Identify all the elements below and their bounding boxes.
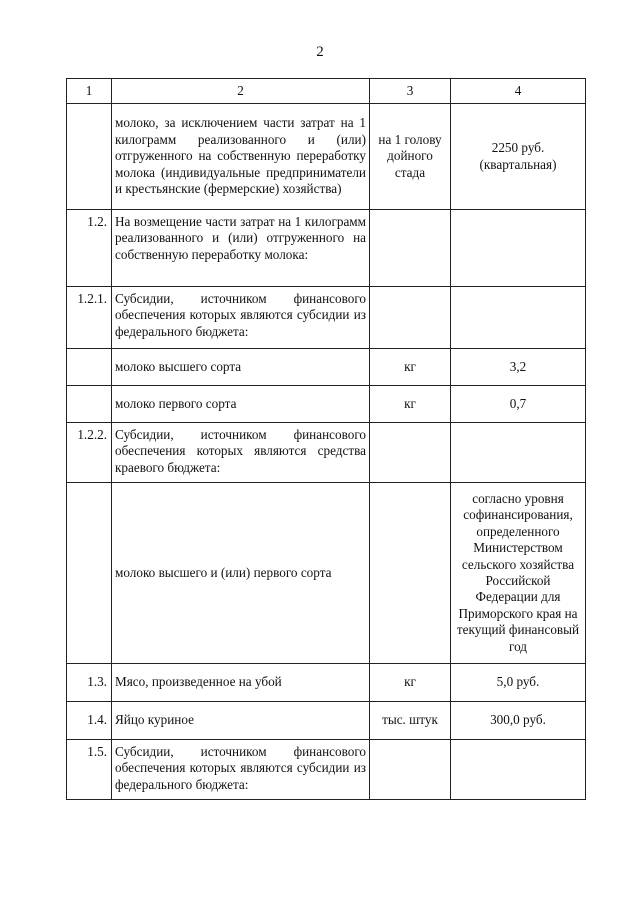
row-unit-cell [370,740,451,800]
row-value-cell: согласно уровня софинансирования, определенного Министерством сельского хозяйства Российской Федерации для Приморского края на текущий финансовый год [451,483,586,664]
row-description-cell: Яйцо куриное [112,702,370,740]
row-value-cell: 3,2 [451,349,586,386]
row-unit-cell [370,483,451,664]
table-row [67,483,586,664]
row-unit-cell [370,210,451,287]
row-number-cell: 1.2.1. [67,287,112,349]
table-header-row [67,79,586,104]
row-value-cell: 0,7 [451,386,586,423]
table-row [67,210,586,287]
row-value-cell [451,287,586,349]
table-row [67,740,586,800]
row-unit-cell: кг [370,349,451,386]
row-value-cell [451,740,586,800]
row-value-cell: 2250 руб. (квартальная) [451,104,586,210]
row-number-cell: 1.5. [67,740,112,800]
page-number: 2 [316,44,324,60]
row-description-cell: Субсидии, источником финансового обеспечения которых являются средства краевого бюджета: [112,423,370,483]
row-unit-cell [370,287,451,349]
header-cell: 4 [451,79,586,104]
row-unit-cell: на 1 голову дойного стада [370,104,451,210]
row-description-cell: молоко высшего сорта [112,349,370,386]
row-number-cell [67,349,112,386]
header-cell: 2 [112,79,370,104]
row-description-cell: молоко высшего и (или) первого сорта [112,483,370,664]
row-unit-cell [370,423,451,483]
row-value-cell: 5,0 руб. [451,664,586,702]
header-cell: 3 [370,79,451,104]
row-number-cell: 1.2. [67,210,112,287]
table-row [67,287,586,349]
row-unit-cell: кг [370,664,451,702]
row-number-cell [67,104,112,210]
row-value-cell [451,210,586,287]
row-value-cell [451,423,586,483]
row-description-cell: Субсидии, источником финансового обеспечения которых являются субсидии из федерального бюджета: [112,287,370,349]
subsidy-rates-table [66,78,586,800]
row-number-cell: 1.4. [67,702,112,740]
row-description-cell: молоко, за исключением части затрат на 1 килограмм реализованного и (или) отгруженного на собственную переработку молока (индивидуальные предприниматели и крестьянские (фермерские) хозяйства) [112,104,370,210]
table-row [67,423,586,483]
row-description-cell: На возмещение части затрат на 1 килограмм реализованного и (или) отгруженного на собственную переработку молока: [112,210,370,287]
table-row [67,386,586,423]
row-number-cell: 1.2.2. [67,423,112,483]
row-number-cell: 1.3. [67,664,112,702]
row-description-cell: Мясо, произведенное на убой [112,664,370,702]
table-row [67,104,586,210]
row-value-cell: 300,0 руб. [451,702,586,740]
header-cell: 1 [67,79,112,104]
row-description-cell: молоко первого сорта [112,386,370,423]
table-row [67,664,586,702]
row-number-cell [67,483,112,664]
row-unit-cell: тыс. штук [370,702,451,740]
row-number-cell [67,386,112,423]
row-description-cell: Субсидии, источником финансового обеспечения которых являются субсидии из федерального бюджета: [112,740,370,800]
row-unit-cell: кг [370,386,451,423]
table-row [67,349,586,386]
table-row [67,702,586,740]
